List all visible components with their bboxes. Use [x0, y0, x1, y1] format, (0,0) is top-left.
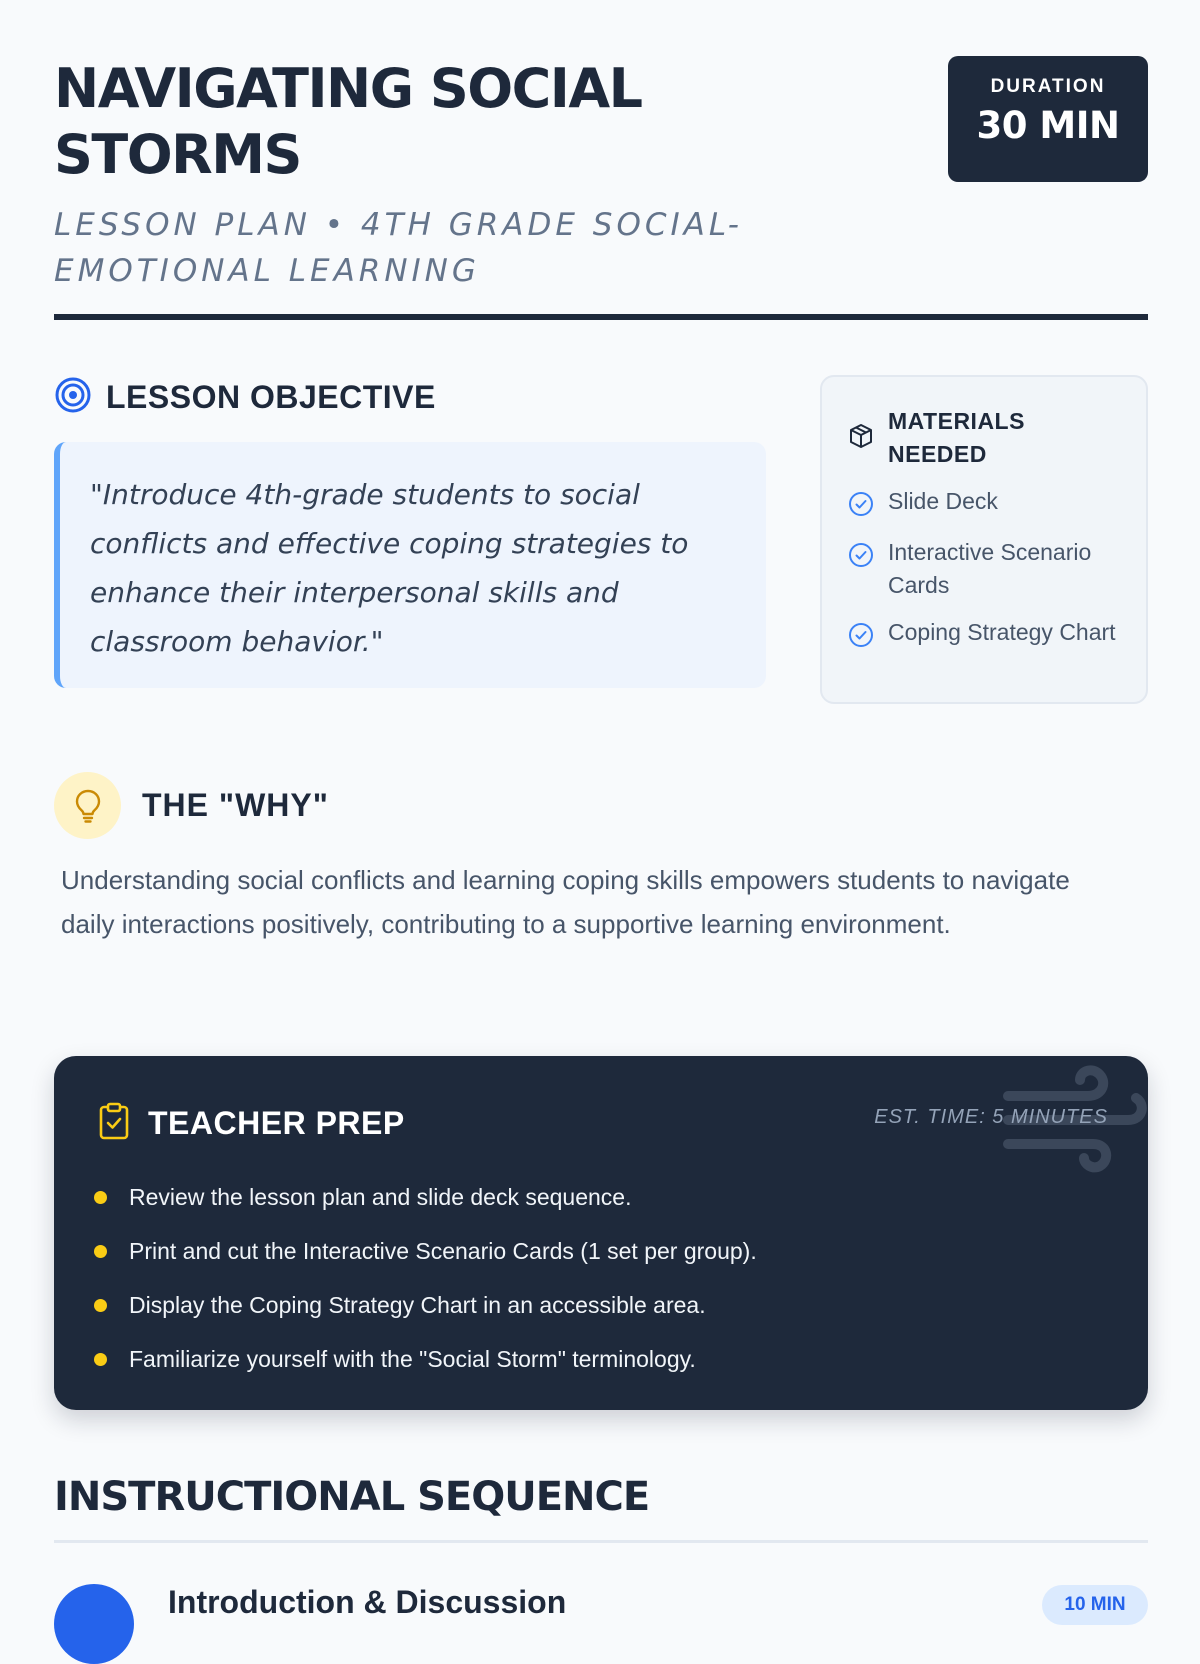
- bullet-dot: [94, 1299, 107, 1312]
- duration-label: DURATION: [990, 76, 1106, 97]
- why-paragraph: Understanding social conflicts and learning coping skills empowers students to navigate daily interactions positively, contributing to a supportive learning environment.: [61, 865, 1070, 939]
- material-label: Coping Strategy Chart: [888, 619, 1116, 645]
- teacher-prep-heading: [98, 1102, 405, 1145]
- teacher-prep-heading-label: TEACHER PREP: [148, 1105, 405, 1141]
- bullet-dot: [94, 1245, 107, 1258]
- materials-heading-label: MATERIALS NEEDED: [888, 408, 1025, 467]
- bullet-dot: [94, 1353, 107, 1366]
- objective-heading: [54, 376, 436, 419]
- list-item: [848, 616, 1122, 653]
- lesson-header: [54, 56, 1148, 294]
- clipboard-check-icon: [98, 1102, 130, 1145]
- lightbulb-icon: [54, 772, 121, 839]
- box-icon: [848, 423, 874, 454]
- check-circle-icon: [848, 622, 874, 653]
- check-circle-icon: [848, 491, 874, 522]
- page-subtitle: LESSON PLAN • 4TH GRADE SOCIAL-EMOTIONAL LEARNING: [54, 207, 743, 289]
- check-circle-icon: [848, 542, 874, 573]
- prep-item-text: Familiarize yourself with the "Social Storm" terminology.: [129, 1345, 696, 1372]
- duration-badge: [948, 56, 1148, 182]
- step-number-badge: [54, 1584, 134, 1664]
- list-item: [94, 1170, 757, 1224]
- bullet-dot: [94, 1191, 107, 1204]
- list-item: [94, 1224, 757, 1278]
- prep-item-text: Display the Coping Strategy Chart in an accessible area.: [129, 1291, 706, 1318]
- objective-quote-text: "Introduce 4th-grade students to social conflicts and effective coping strategies to enhance their interpersonal skills and classroom behavior.": [90, 478, 689, 658]
- sequence-heading: INSTRUCTIONAL SEQUENCE: [54, 1474, 650, 1520]
- prep-item-text: Print and cut the Interactive Scenario Cards (1 set per group).: [129, 1237, 757, 1264]
- why-heading: [54, 772, 329, 839]
- materials-heading: [848, 405, 1122, 471]
- list-item: [848, 485, 1122, 522]
- teacher-prep-list: [94, 1170, 757, 1386]
- objective-quote: [54, 442, 766, 688]
- step-title: Introduction & Discussion: [168, 1584, 567, 1620]
- material-label: Interactive Scenario Cards: [888, 539, 1092, 598]
- why-heading-label: THE "WHY": [142, 787, 329, 823]
- duration-value: 30 MIN: [976, 104, 1120, 147]
- page-title: NAVIGATING SOCIAL STORMS: [54, 57, 642, 186]
- objective-heading-label: LESSON OBJECTIVE: [106, 379, 436, 415]
- target-icon: [54, 376, 92, 419]
- prep-item-text: Review the lesson plan and slide deck sequence.: [129, 1183, 632, 1210]
- teacher-prep-card: [54, 1056, 1148, 1410]
- estimated-time: EST. TIME: 5 MINUTES: [874, 1106, 1108, 1128]
- step-duration-badge: 10 MIN: [1042, 1585, 1148, 1625]
- material-label: Slide Deck: [888, 488, 998, 514]
- list-item: [94, 1278, 757, 1332]
- header-divider: [54, 314, 1148, 320]
- materials-panel: [820, 375, 1148, 704]
- sequence-divider: [54, 1540, 1148, 1543]
- list-item: [94, 1332, 757, 1386]
- list-item: [848, 536, 1122, 602]
